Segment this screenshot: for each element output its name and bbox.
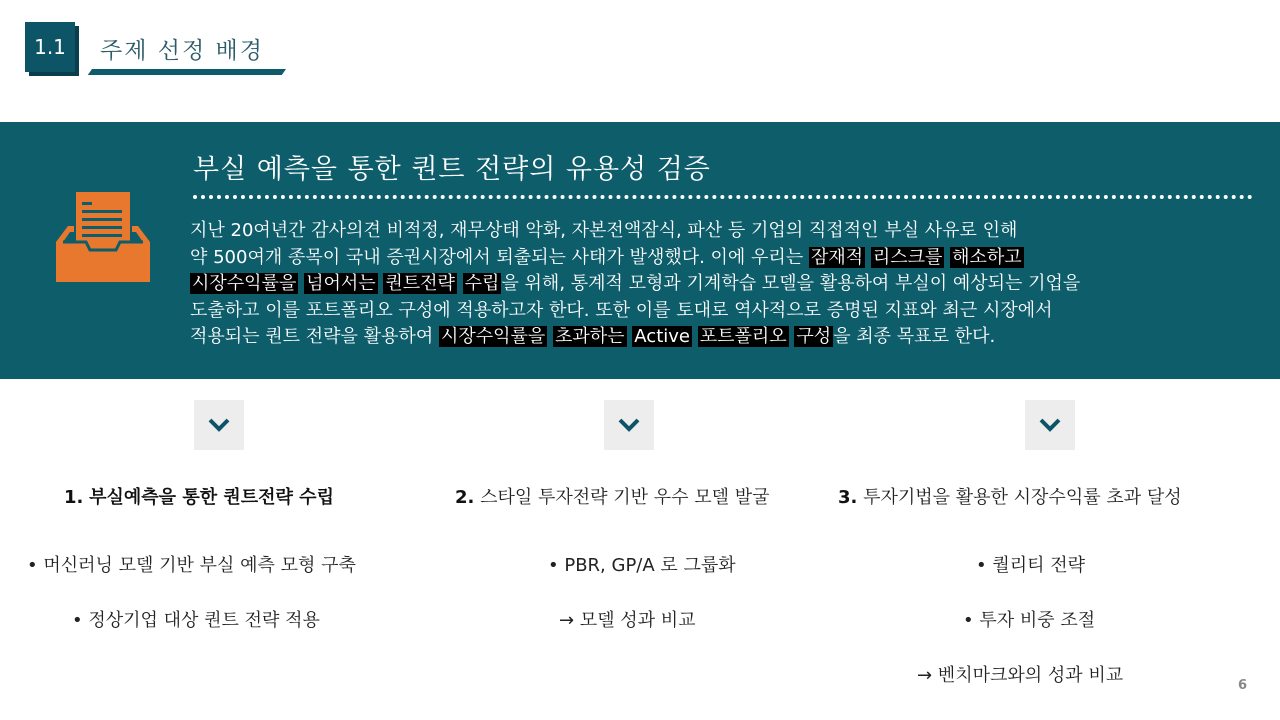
highlight: 잠재적 <box>810 246 864 268</box>
body-line-5: 적용되는 퀀트 전략을 활용하여 시장수익률을 초과하는 Active 포트폴리오 구성 을 최종 목표로 한다. <box>190 326 996 347</box>
section-number: 1.1 <box>34 35 66 59</box>
highlight: 시장수익률을 <box>192 273 297 294</box>
highlight: 시장수익률을 <box>440 326 546 347</box>
highlight: 리스크를 <box>872 246 943 268</box>
body-line-1: 지난 20여년간 감사의견 비적정, 재무상태 악화, 자본전액잠식, 파산 등 기업의 직접적인 부실 사유로 인해 <box>190 220 1018 241</box>
highlight: 수립 <box>464 273 500 294</box>
section-title: 주제 선정 배경 <box>100 38 264 64</box>
banner-title: 부실 예측을 통한 퀀트 전략의 유용성 검증 <box>193 154 711 185</box>
section-title-underline <box>88 69 286 75</box>
column-2-item-2: → 모델 성과 비교 <box>559 610 696 631</box>
body-line-4: 도출하고 이를 포트폴리오 구성에 적용하고자 한다. 또한 이를 토대로 역사적으로 증명된 지표와 최근 시장에서 <box>190 299 1053 321</box>
column-1-item-1: • 머신러닝 모델 기반 부실 예측 모형 구축 <box>27 555 356 576</box>
column-1-heading: 1. 부실예측을 통한 퀀트전략 수립 <box>64 487 334 508</box>
dotted-divider <box>193 195 1253 199</box>
column-3-heading: 3. 투자기법을 활용한 시장수익률 초과 달성 <box>838 487 1182 508</box>
column-3-item-2: • 투자 비중 조절 <box>963 610 1096 631</box>
highlight: 포트폴리오 <box>699 326 787 347</box>
summary-banner <box>0 122 1280 379</box>
highlight: Active <box>634 326 690 347</box>
document-tray-icon <box>56 192 150 282</box>
column-2-heading: 2. 스타일 투자전략 기반 우수 모델 발굴 <box>455 487 770 508</box>
chevron-down-icon <box>194 400 244 450</box>
section-badge <box>25 22 75 72</box>
highlight: 해소하고 <box>952 246 1022 268</box>
banner-body <box>190 218 1250 351</box>
column-1-item-2: • 정상기업 대상 퀀트 전략 적용 <box>72 610 320 631</box>
page-number: 6 <box>1238 678 1248 693</box>
chevron-down-icon <box>604 400 654 450</box>
highlight: 넘어서는 <box>306 273 376 294</box>
highlight: 초과하는 <box>555 326 625 347</box>
body-line-2: 약 500여개 종목이 국내 증권시장에서 퇴출되는 사태가 발생했다. 이에 우리는 잠재적 리스크를 해소하고 <box>190 246 1022 268</box>
column-3-item-3: → 벤치마크와의 성과 비교 <box>917 665 1124 686</box>
highlight: 퀀트전략 <box>385 273 455 294</box>
column-3-item-1: • 퀄리티 전략 <box>976 555 1086 576</box>
column-2-item-1: • PBR, GP/A 로 그룹화 <box>548 555 736 576</box>
chevron-down-icon <box>1025 400 1075 450</box>
body-line-3: 시장수익률을 넘어서는 퀀트전략 수립 을 위해, 통계적 모형과 기계학습 모델을 활용하여 부실이 예상되는 기업을 <box>192 273 1081 294</box>
highlight: 구성 <box>796 326 832 347</box>
